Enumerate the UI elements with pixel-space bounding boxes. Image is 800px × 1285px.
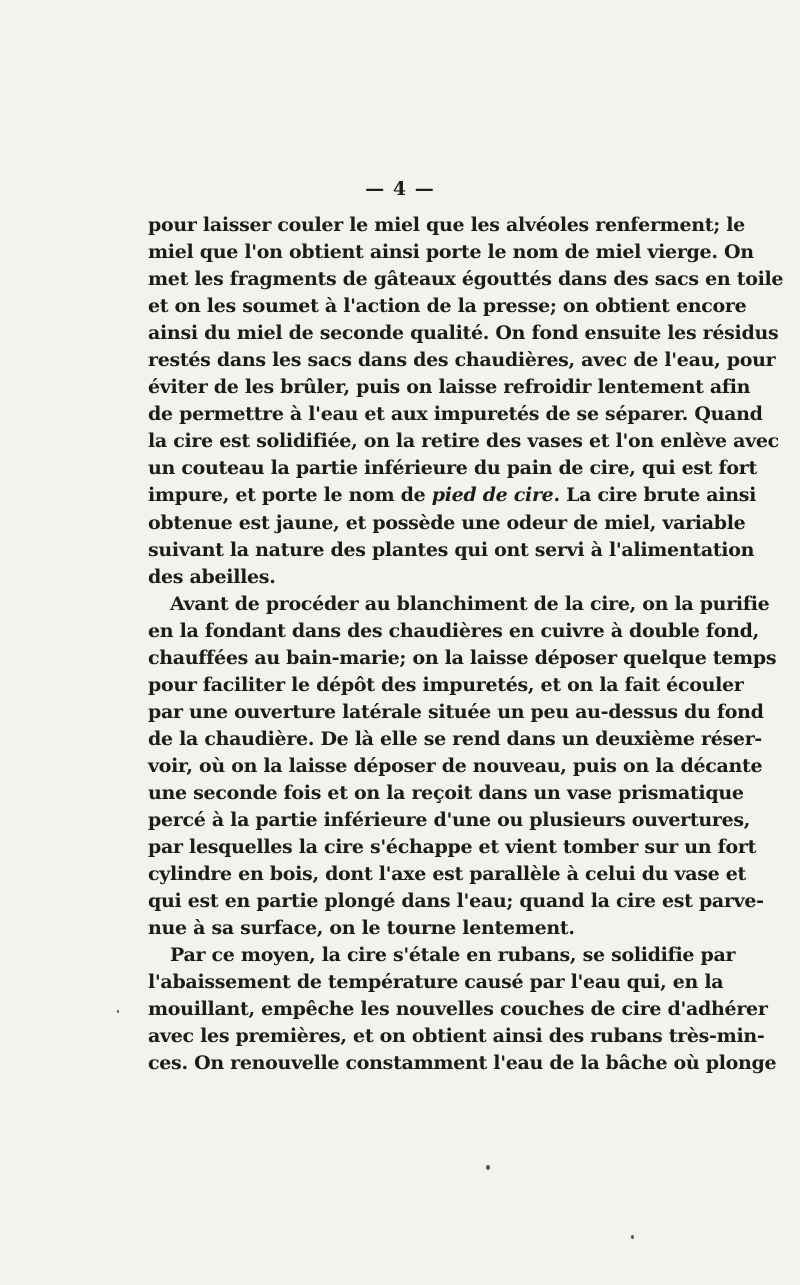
text-line: restés dans les sacs dans des chaudières, avec de l'eau, pour	[148, 349, 776, 372]
text-line: de la chaudière. De là elle se rend dans un deuxième réser-	[148, 727, 762, 750]
text-line: par lesquelles la cire s'échappe et vient tomber sur un fort	[148, 836, 757, 859]
text-line: et on les soumet à l'action de la presse; on obtient encore	[148, 295, 747, 318]
italic-term: pied de cire	[431, 484, 554, 507]
text-line: de permettre à l'eau et aux impuretés de se séparer. Quand	[148, 403, 763, 426]
text-line: pour faciliter le dépôt des impuretés, et on la fait écouler	[148, 673, 744, 696]
paper-speck	[486, 1165, 490, 1170]
body-text	[148, 212, 784, 1078]
text-line: nue à sa surface, on le tourne lentement.	[148, 917, 575, 940]
text-line: ainsi du miel de seconde qualité. On fond ensuite les résidus	[148, 322, 779, 345]
text-line: Par ce moyen, la cire s'étale en rubans, se solidifie par	[170, 944, 736, 967]
text-line: la cire est solidifiée, on la retire des vases et l'on enlève avec	[148, 430, 779, 453]
text-line: par une ouverture latérale située un peu au-dessus du fond	[148, 700, 764, 723]
text-span: impure, et porte le nom de	[148, 484, 432, 507]
text-line: qui est en partie plongé dans l'eau; quand la cire est parve-	[148, 890, 764, 913]
text-line: avec les premières, et on obtient ainsi des rubans très-min-	[148, 1025, 765, 1048]
text-line: ces. On renouvelle constamment l'eau de la bâche où plonge	[148, 1052, 777, 1075]
text-line: obtenue est jaune, et possède une odeur de miel, variable	[148, 511, 746, 534]
text-line: miel que l'on obtient ainsi porte le nom de miel vierge. On	[148, 241, 754, 264]
text-line: éviter de les brûler, puis on laisse refroidir lentement afin	[148, 376, 751, 399]
text-line: en la fondant dans des chaudières en cuivre à double fond,	[148, 619, 759, 642]
text-line: met les fragments de gâteaux égouttés dans des sacs en toile	[148, 268, 784, 291]
page-number: — 4 —	[365, 178, 435, 200]
text-line: des abeilles.	[148, 565, 276, 588]
text-line: l'abaissement de température causé par l'eau qui, en la	[148, 971, 724, 994]
paper-speck	[117, 1010, 119, 1013]
text-line: pour laisser couler le miel que les alvéoles renferment; le	[148, 214, 745, 236]
text-line: suivant la nature des plantes qui ont servi à l'alimentation	[148, 538, 755, 561]
text-line: Avant de procéder au blanchiment de la cire, on la purifie	[170, 592, 770, 615]
text-line: voir, où on la laisse déposer de nouveau, puis on la décante	[148, 754, 763, 777]
paper-speck	[631, 1235, 634, 1239]
text-line: mouillant, empêche les nouvelles couches de cire d'adhérer	[148, 998, 768, 1021]
text-line: cylindre en bois, dont l'axe est parallèle à celui du vase et	[148, 863, 747, 886]
text-line: une seconde fois et on la reçoit dans un vase prismatique	[148, 781, 744, 804]
text-span: . La cire brute ainsi	[553, 484, 757, 507]
text-line-with-italic	[148, 482, 757, 509]
text-line: un couteau la partie inférieure du pain de cire, qui est fort	[148, 457, 757, 480]
text-line: chauffées au bain-marie; on la laisse déposer quelque temps	[148, 646, 777, 669]
text-line: percé à la partie inférieure d'une ou plusieurs ouvertures,	[148, 809, 751, 832]
